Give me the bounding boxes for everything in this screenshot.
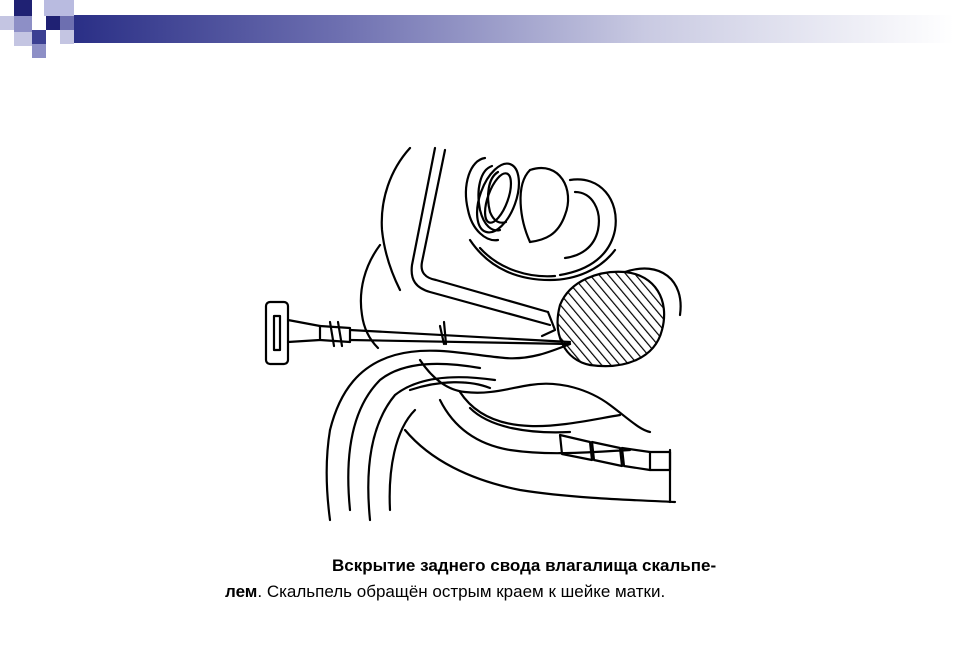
header-square [44,0,74,16]
header-square [32,30,46,44]
surgical-illustration [230,130,710,525]
header-square [0,16,14,30]
header-gradient-bar [74,15,954,43]
caption-line-1: Вскрытие заднего свода влагалища скальпе- [332,556,717,575]
figure-caption [150,553,850,605]
header-square [46,16,60,30]
header-square [60,16,74,30]
caption-normal-text: . Скальпель обращён острым краем к шейке матки. [257,582,666,601]
caption-bold-word: лем [225,582,258,601]
header-square [14,0,32,16]
header-square [32,44,46,58]
header-square [14,16,32,32]
caption-line-2 [150,579,850,605]
header-square [32,16,46,30]
header-square [60,30,74,44]
header-decoration [0,0,960,64]
header-square [14,32,32,46]
